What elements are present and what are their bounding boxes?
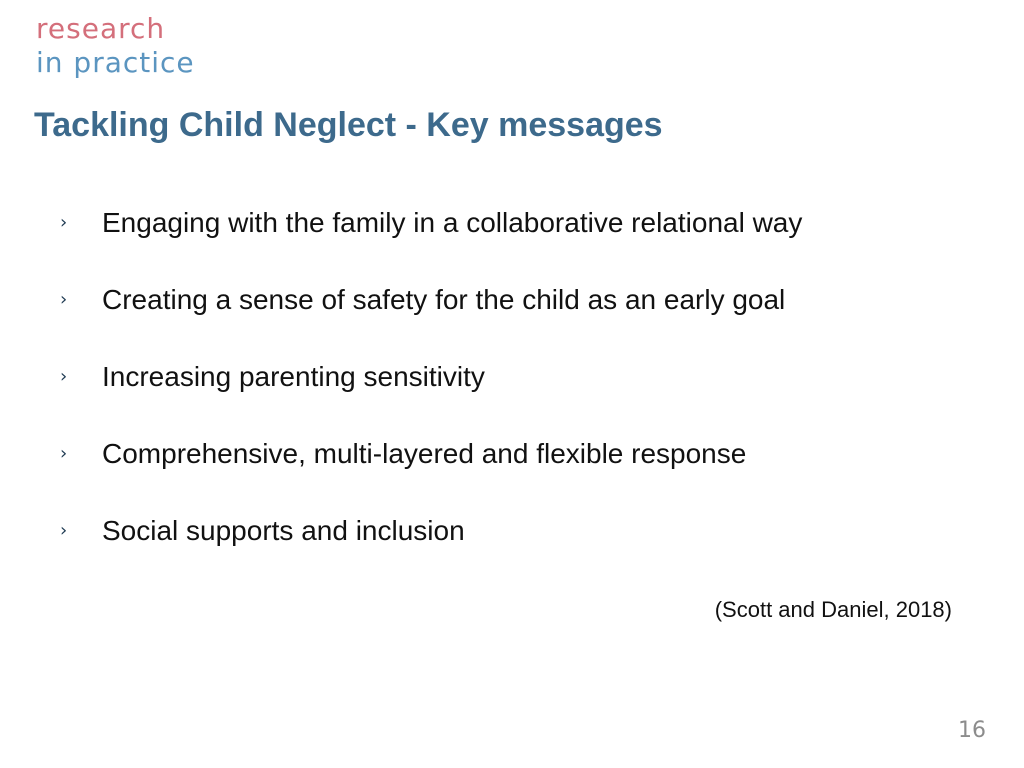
bullet-list [60, 202, 802, 587]
chevron-right-icon: › [60, 366, 68, 387]
bullet-item [60, 433, 802, 510]
citation: (Scott and Daniel, 2018) [714, 597, 952, 622]
bullet-text: Social supports and inclusion [102, 515, 465, 546]
chevron-right-icon: › [60, 212, 68, 233]
chevron-right-icon: › [60, 289, 68, 310]
slide-title: Tackling Child Neglect - Key messages [34, 106, 663, 144]
bullet-text: Increasing parenting sensitivity [102, 361, 485, 392]
bullet-text: Creating a sense of safety for the child as an early goal [102, 284, 786, 315]
chevron-right-icon: › [60, 443, 68, 464]
bullet-item [60, 510, 802, 587]
bullet-item [60, 279, 802, 356]
bullet-text: Comprehensive, multi-layered and flexible response [102, 438, 747, 469]
bullet-item [60, 356, 802, 433]
bullet-item [60, 202, 802, 279]
logo-line-in-practice: in practice [36, 46, 195, 79]
logo-line-research: research [36, 12, 166, 45]
page-number: 16 [958, 718, 986, 743]
bullet-text: Engaging with the family in a collaborative relational way [102, 207, 803, 238]
chevron-right-icon: › [60, 520, 68, 541]
research-in-practice-logo [36, 12, 195, 80]
